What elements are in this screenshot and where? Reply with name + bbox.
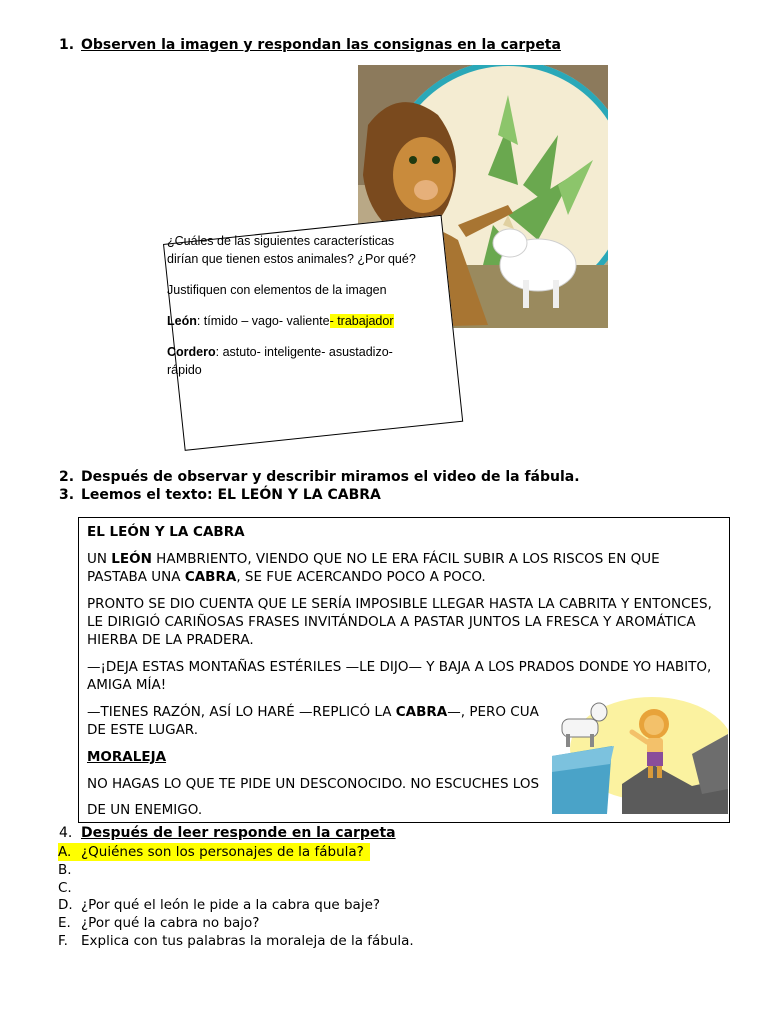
story-p4-a: —TIENES RAZÓN, ASÍ LO HARÉ —REPLICÓ LA (87, 704, 396, 720)
story-p1-a: UN (87, 551, 112, 567)
question-text: Explica con tus palabras la moraleja de la fábula. (81, 933, 414, 949)
question-c (58, 879, 378, 897)
question-b (58, 861, 378, 879)
story-title: EL LEÓN Y LA CABRA (87, 524, 245, 540)
story-p4-cabra: CABRA (395, 704, 448, 720)
section-2-heading (59, 469, 659, 487)
note-cordero-label: Cordero (167, 345, 216, 359)
question-letter: A. (58, 844, 72, 860)
moral-line-2: DE UN ENEMIGO. (87, 802, 203, 818)
question-text: ¿Por qué el león le pide a la cabra que baje? (81, 897, 381, 913)
question-f (58, 932, 478, 950)
story-p4-c: —, PERO CUA (447, 704, 539, 720)
note-question: ¿Cuáles de las siguientes características dirían que tienen estos animales? ¿Por qué? (167, 234, 416, 266)
section-2-title: Después de observar y describir miramos el video de la fábula. (81, 469, 580, 485)
question-letter: E. (58, 915, 71, 931)
section-1-title: Observen la imagen y respondan las consignas en la carpeta (81, 37, 561, 53)
question-letter: F. (58, 933, 68, 949)
section-3-number: 3. (59, 487, 75, 503)
note-instruction: Justifiquen con elementos de la imagen (167, 283, 387, 297)
question-a (58, 843, 370, 861)
note-text (167, 232, 427, 392)
moral-line-1: NO HAGAS LO QUE TE PIDE UN DESCONOCIDO. NO ESCUCHES LOS (87, 776, 540, 792)
question-letter: C. (58, 880, 72, 896)
question-text: ¿Quiénes son los personajes de la fábula? (81, 844, 364, 860)
question-d (58, 896, 458, 914)
story-paragraph-1 (87, 550, 723, 586)
note-leon-line (167, 312, 427, 330)
moral-title: MORALEJA (87, 749, 167, 765)
section-3-title: Leemos el texto: EL LEÓN Y LA CABRA (81, 487, 381, 503)
note-cordero-traits: : astuto- inteligente- asustadizo- rápido (167, 345, 393, 377)
question-e (58, 914, 458, 932)
note-leon-traits: : tímido – vago- valiente (196, 314, 330, 328)
question-letter: B. (58, 862, 72, 878)
story-p1-e: , SE FUE ACERCANDO POCO A POCO. (236, 569, 486, 585)
section-4-heading (59, 825, 479, 843)
goat-cliff-illustration (552, 694, 728, 814)
section-1-number: 1. (59, 37, 75, 53)
note-leon-highlight: - trabajador (329, 314, 394, 328)
story-p1-c: HAMBRIENTO, VIENDO QUE NO LE ERA FÁCIL SUBIR A LOS RISCOS EN QUE PASTABA UNA (87, 551, 660, 585)
question-text: ¿Por qué la cabra no bajo? (81, 915, 260, 931)
story-p1-leon: LEÓN (111, 551, 152, 567)
note-cordero-line (167, 343, 427, 379)
section-4-number: 4. (59, 825, 73, 841)
section-2-number: 2. (59, 469, 75, 485)
story-paragraph-3: —¡DEJA ESTAS MONTAÑAS ESTÉRILES —LE DIJO— Y BAJA A LOS PRADOS DONDE YO HABITO, AMIGA MÍA! (87, 659, 712, 693)
section-4-title: Después de leer responde en la carpeta (81, 825, 396, 841)
question-letter: D. (58, 897, 73, 913)
section-1-heading (59, 37, 599, 55)
story-p1-cabra: CABRA (184, 569, 237, 585)
section-3-heading (59, 487, 659, 505)
story-paragraph-2: PRONTO SE DIO CUENTA QUE LE SERÍA IMPOSIBLE LLEGAR HASTA LA CABRITA Y ENTONCES, LE DIRIGIÓ CARIÑOSAS FRASES INVITÁNDOLA A PASTAR JUNTOS LA FRESCA Y AROMÁTICA HIERBA DE LA PRADERA. (87, 596, 712, 648)
note-leon-label: León (167, 314, 197, 328)
story-p4-d: DE ESTE LUGAR. (87, 722, 198, 738)
